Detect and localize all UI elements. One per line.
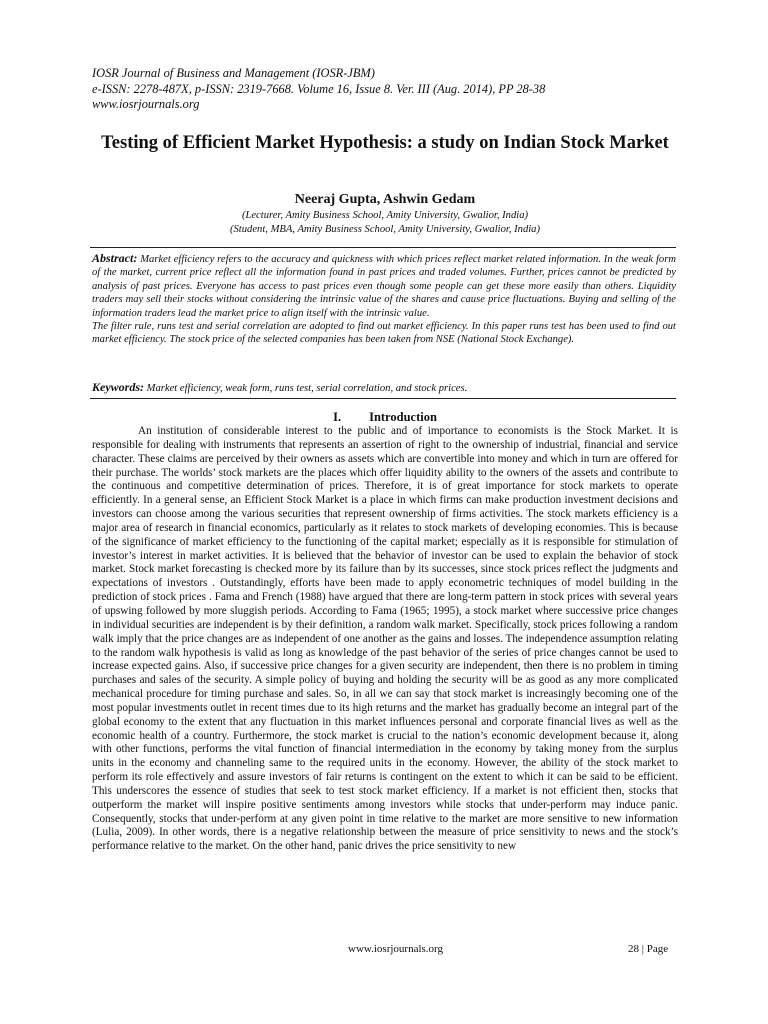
abstract-text-1: Market efficiency refers to the accuracy and quickness with which prices reflect market related information. In the weak form of the market, current price reflect all the information found in past prices and traded volumes. Further, prices cannot be predicted by analysis of past prices. Everyone has access to past prices even though some people can get these more easily than others. Liquidity traders may sell their stocks without considering the intrinsic value of the shares and cause price fluctuations. Buying and selling of the information traders lead the market price to align itself with the intrinsic value. (92, 254, 676, 319)
journal-name: IOSR Journal of Business and Management (IOSR-JBM) (92, 66, 375, 80)
introduction-body (92, 425, 678, 854)
abstract-block (92, 252, 676, 347)
paper-authors: Neeraj Gupta, Ashwin Gedam (294, 192, 476, 207)
section-number: I. (333, 410, 342, 424)
section-title: Introduction (369, 410, 437, 424)
abstract-top-rule (90, 247, 676, 248)
abstract-paragraph-2: The filter rule, runs test and serial correlation are adopted to find out market efficiency. In this paper runs test has been used to find out market efficiency. The stock price of the selected companies has been taken from NSE (National Stock Exchange). (92, 321, 676, 346)
paper-title: Testing of Efficient Market Hypothesis: a study on Indian Stock Market (101, 133, 669, 153)
introduction-paragraph: An institution of considerable interest to the public and of importance to economists is the Stock Market. It is responsible for dealing with instruments that represents an assertion of right to the ownership of industrial, financial and service character. These claims are perceived by their owners as assets which are convertible into money and which in turn are offered for their purchase. The worlds’ stock markets are the places which offer liquidity ability to the owners of the assets and contribute to the continuous and competitive determination of prices. Therefore, it is of great importance for stock markets to operate efficiently. In a general sense, an Efficient Stock Market is a place in which firms can make production investment decisions and investors can choose among the various securities that represent ownership of firms activities. The stock markets efficiency is a major area of research in financial economics, particularly as it relates to stock markets of developing economies. This is because of the significance of market efficiency to the functioning of the capital market; especially as it is responsible for stimulation of investor’s interest in market activities. It is believed that the behavior of investor can be used to explain the behavior of stock market. Stock market forecasting is checked more by its failure than by its successes, since stock prices reflect the judgments and expectations of investors . Outstandingly, efforts have been made to apply econometric techniques of model building in the prediction of stock prices . Fama and French (1988) have argued that there are long-term pattern in stock prices with several years of upswing followed by more sluggish periods. According to Fama (1965; 1995), a stock market where successive price changes in individual securities are independent is by their definition, a random walk market. Specifically, stock prices following a random walk imply that the price changes are as independent of one another as the gains and losses. The independence assumption relating to the random walk hypothesis is valid as long as knowledge of the past behavior of the series of price changes cannot be used to increase expected gains. Also, if successive price changes for a given security are independent, then there is no problem in timing purchases and sales of the security. A simple policy of buying and holding the security will be as good as any more complicated mechanical procedure for timing purchase and sales. So, in all we can say that stock market is increasingly becoming one of the most popular investments outlet in recent times due to its high returns and the market has gradually become an integral part of the global economy to the extent that any fluctuation in this market influences personal and corporate financial lives as well as the economic health of a country. Furthermore, the stock market is crucial to the nation’s economic development because it, along with other functions, performs the vital function of financial intermediation in the economy by taking money from the surplus units in the economy and channeling same to the required units in the economy. However, the ability of the stock market to perform its role effectively and assure investors of fair returns is contingent on the extent to which it can be said to be efficient. This underscores the essence of studies that seek to test stock market efficiency. If a market is not efficient then, stocks that outperform the market will inspire positive sentiments among investors while stocks that under-perform may induce panic. Consequently, stocks that under-perform at any given point in time relative to the market are more sensitive to new information (Lulia, 2009). In other words, there is a negative relationship between the measure of price sensitivity to news and the stock’s performance relative to the market. On the other hand, panic drives the price sensitivity to new (92, 425, 678, 853)
keywords-label: Keywords: (92, 380, 144, 394)
journal-header (92, 66, 692, 113)
journal-url[interactable]: www.iosrjournals.org (92, 97, 200, 111)
section-heading-introduction (90, 410, 680, 425)
footer-page-number: 28 | Page (628, 943, 669, 955)
keywords-block (92, 380, 676, 396)
keywords-text: Market efficiency, weak form, runs test, serial correlation, and stock prices. (146, 383, 468, 394)
abstract-bottom-rule (90, 398, 676, 399)
affiliation-1: (Lecturer, Amity Business School, Amity University, Gwalior, India) (241, 210, 529, 221)
affiliation-2: (Student, MBA, Amity Business School, Amity University, Gwalior, India) (229, 224, 541, 235)
footer-url[interactable]: www.iosrjournals.org (348, 943, 444, 955)
abstract-label: Abstract: (92, 251, 138, 265)
journal-issn: e-ISSN: 2278-487X, p-ISSN: 2319-7668. Volume 16, Issue 8. Ver. III (Aug. 2014), PP 28-38 (92, 81, 546, 96)
abstract-paragraph-1 (92, 252, 676, 320)
